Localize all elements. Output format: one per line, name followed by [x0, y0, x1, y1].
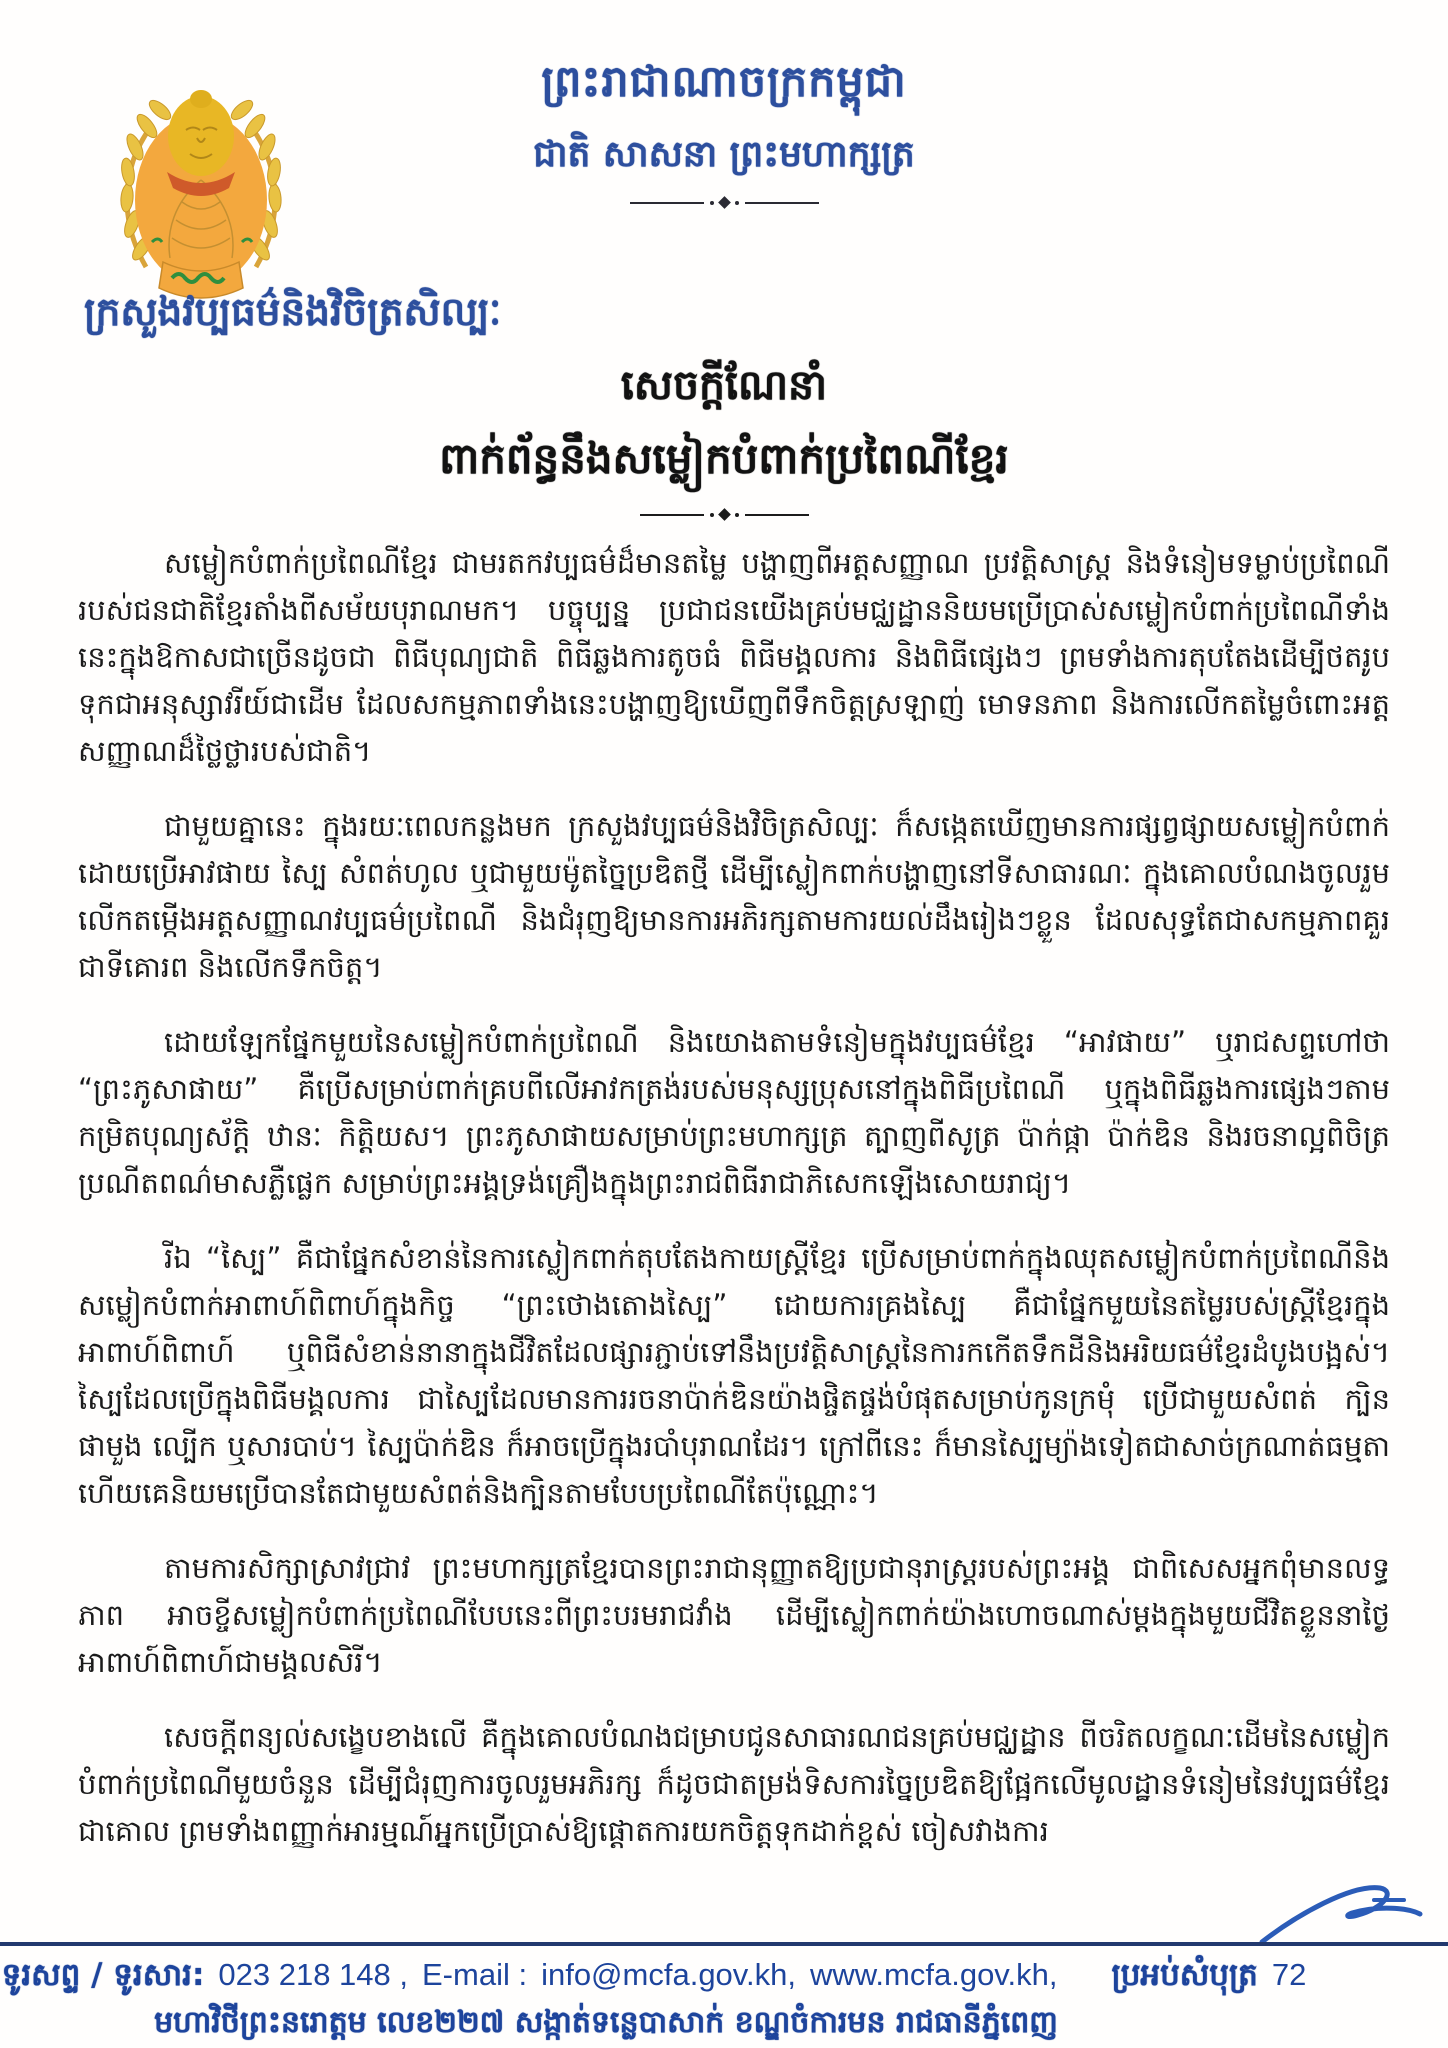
kingdom-header	[0, 54, 1448, 207]
email-label: E-mail :	[422, 1957, 528, 1992]
website-url: www.mcfa.gov.kh,	[809, 1957, 1058, 1992]
ministry-name: ក្រសួងវប្បធម៌និងវិចិត្រសិល្បៈ	[84, 290, 502, 335]
paragraph: រីឯ “ស្បៃ” គឺជាផ្នែកសំខាន់នៃការស្លៀកពាក់តុបតែងកាយស្ត្រីខ្មែរ ប្រើសម្រាប់ពាក់ក្នុងឈុតសម្លៀកបំពាក់ប្រពៃណីនិងសម្លៀកបំពាក់អាពាហ៍ពិពាហ៍ក្នុងកិច្ច “ព្រះថោងតោងស្បៃ” ដោយការគ្រងស្បៃ គឺជាផ្នែកមួយនៃតម្លៃរបស់ស្ត្រីខ្មែរក្នុងអាពាហ៍ពិពាហ៍ ឬពិធីសំខាន់នានាក្នុងជីវិតដែលផ្សារភ្ជាប់ទៅនឹងប្រវត្តិសាស្ត្រនៃការកកើតទឹកដីនិងអរិយធម៌ខ្មែរដំបូងបង្អស់។ ស្បៃដែលប្រើក្នុងពិធីមង្គលការ ជាស្បៃដែលមានការរចនាប៉ាក់ឌិនយ៉ាងផ្ចិតផ្ចង់បំផុតសម្រាប់កូនក្រមុំ ប្រើជាមួយសំពត់ ក្បិន ផាមួង ល្បើក ឬសារបាប់។ ស្បៃប៉ាក់ឌិន ក៏អាចប្រើក្នុងរបាំបុរាណដែរ។ ក្រៅពីនេះ ក៏មានស្បៃម្យ៉ាងទៀតជាសាច់ក្រណាត់ធម្មតា ហើយគេនិយមប្រើបានតែជាមួយសំពត់និងក្បិនតាមបែបប្រពៃណីតែប៉ុណ្ណោះ។	[78, 1241, 1390, 1510]
phone-fax-label: ទូរសព្ទ / ទូរសារ:	[1, 1957, 205, 1993]
kingdom-motto: ជាតិ សាសនា ព្រះមហាក្សត្រ	[533, 134, 915, 175]
paragraph: តាមការសិក្សាស្រាវជ្រាវ ព្រះមហាក្សត្រខ្មែរបានព្រះរាជានុញ្ញាតឱ្យប្រជានុរាស្ត្ររបស់ព្រះអង្គ ជាពិសេសអ្នកពុំមានលទ្ធភាព អាចខ្ចីសម្លៀកបំពាក់ប្រពៃណីបែបនេះពីព្រះបរមរាជវាំង ដើម្បីស្លៀកពាក់យ៉ាងហោចណាស់ម្តងក្នុងមួយជីវិតខ្លួននាថ្ងៃអាពាហ៍ពិពាហ៍ជាមង្គលសិរី។	[78, 1551, 1390, 1679]
signature-mark	[1256, 1878, 1426, 1948]
document-body	[78, 540, 1390, 1890]
ornament-divider-icon	[0, 510, 1448, 519]
footer-divider	[0, 1942, 1448, 1946]
document-subtitle: ពាក់ព័ន្ធនឹងសម្លៀកបំពាក់ប្រពៃណីខ្មែរ	[439, 434, 1009, 483]
ornament-divider-icon	[0, 198, 1448, 207]
paragraph: សម្លៀកបំពាក់ប្រពៃណីខ្មែរ ជាមរតកវប្បធម៌ដ៏មានតម្លៃ បង្ហាញពីអត្តសញ្ញាណ ប្រវត្តិសាស្ត្រ និងទំនៀមទម្លាប់ប្រពៃណីរបស់ជនជាតិខ្មែរតាំងពីសម័យបុរាណមក។ បច្ចុប្បន្ន ប្រជាជនយើងគ្រប់មជ្ឈដ្ឋាននិយមប្រើប្រាស់សម្លៀកបំពាក់ប្រពៃណីទាំងនេះក្នុងឱកាសជាច្រើនដូចជា ពិធីបុណ្យជាតិ ពិធីឆ្លងការតូចធំ ពិធីមង្គលការ និងពិធីផ្សេងៗ ព្រមទាំងការតុបតែងដើម្បីថតរូបទុកជាអនុស្សាវរីយ៍ជាដើម ដែលសកម្មភាពទាំងនេះបង្ហាញឱ្យឃើញពីទឹកចិត្តស្រឡាញ់ មោទនភាព និងការលើកតម្លៃចំពោះអត្តសញ្ញាណដ៏ថ្លៃថ្លារបស់ជាតិ។	[78, 546, 1390, 768]
signature-icon	[1256, 1878, 1426, 1948]
email-address: info@mcfa.gov.kh,	[541, 1957, 796, 1992]
footer-address: មហាវិថីព្រះនរោត្តម លេខ២២៧ សង្កាត់ទន្លេបាសាក់ ខណ្ឌចំការមន រាជធានីភ្នំពេញ	[154, 2005, 1058, 2040]
paragraph: ជាមួយគ្នានេះ ក្នុងរយៈពេលកន្លងមក ក្រសួងវប្បធម៌និងវិចិត្រសិល្បៈ ក៏សង្កេតឃើញមានការផ្សព្វផ្សាយសម្លៀកបំពាក់ដោយប្រើអាវផាយ ស្បៃ សំពត់ហូល ឬជាមួយម៉ូតច្នៃប្រឌិតថ្មី ដើម្បីស្លៀកពាក់បង្ហាញនៅទីសាធារណៈ ក្នុងគោលបំណងចូលរួមលើកតម្កើងអត្តសញ្ញាណវប្បធម៌ប្រពៃណី និងជំរុញឱ្យមានការអភិរក្សតាមការយល់ដឹងរៀងៗខ្លួន ដែលសុទ្ធតែជាសកម្មភាពគួរជាទីគោរព និងលើកទឹកចិត្ត។	[78, 809, 1390, 984]
phone-number: 023 218 148 ,	[218, 1957, 408, 1992]
title-block	[0, 360, 1448, 519]
document-title: សេចក្តីណែនាំ	[620, 361, 828, 409]
paragraph: សេចក្តីពន្យល់សង្ខេបខាងលើ គឺក្នុងគោលបំណងជម្រាបជូនសាធារណជនគ្រប់មជ្ឈដ្ឋាន ពីចរិតលក្ខណៈដើមនៃសម្លៀកបំពាក់ប្រពៃណីមួយចំនួន ដើម្បីជំរុញការចូលរួមអភិរក្ស ក៏ដូចជាតម្រង់ទិសការច្នៃប្រឌិតឱ្យផ្អែកលើមូលដ្ឋានទំនៀមនៃវប្បធម៌ខ្មែរជាគោល ព្រមទាំងពញ្ញាក់អារម្មណ៍អ្នកប្រើប្រាស់ឱ្យផ្តោតការយកចិត្តទុកដាក់ខ្ពស់ ចៀសវាងការ	[78, 1720, 1390, 1848]
po-box-label: ប្រអប់សំបុត្រ	[1111, 1957, 1258, 1993]
kingdom-title: ព្រះរាជាណាចក្រកម្ពុជា	[541, 57, 907, 107]
footer-contact	[0, 1956, 1378, 2001]
po-box-number: 72	[1271, 1957, 1307, 1992]
paragraph: ដោយឡែកផ្នែកមួយនៃសម្លៀកបំពាក់ប្រពៃណី និងយោងតាមទំនៀមក្នុងវប្បធម៌ខ្មែរ “អាវផាយ” ឬរាជសព្ទហៅថា “ព្រះភូសាផាយ” គឺប្រើសម្រាប់ពាក់គ្របពីលើអាវកត្រង់របស់មនុស្សប្រុសនៅក្នុងពិធីប្រពៃណី ឬក្នុងពិធីឆ្លងការផ្សេងៗតាមកម្រិតបុណ្យស័ក្តិ ឋានៈ កិត្តិយស។ ព្រះភូសាផាយសម្រាប់ព្រះមហាក្សត្រ ត្បាញពីសូត្រ ប៉ាក់ផ្កា ប៉ាក់ឌិន និងរចនាល្អពិចិត្រប្រណីតពណ៌មាសភ្លឺផ្លេក សម្រាប់ព្រះអង្គទ្រង់គ្រឿងក្នុងព្រះរាជពិធីរាជាភិសេកឡើងសោយរាជ្យ។	[78, 1025, 1390, 1200]
